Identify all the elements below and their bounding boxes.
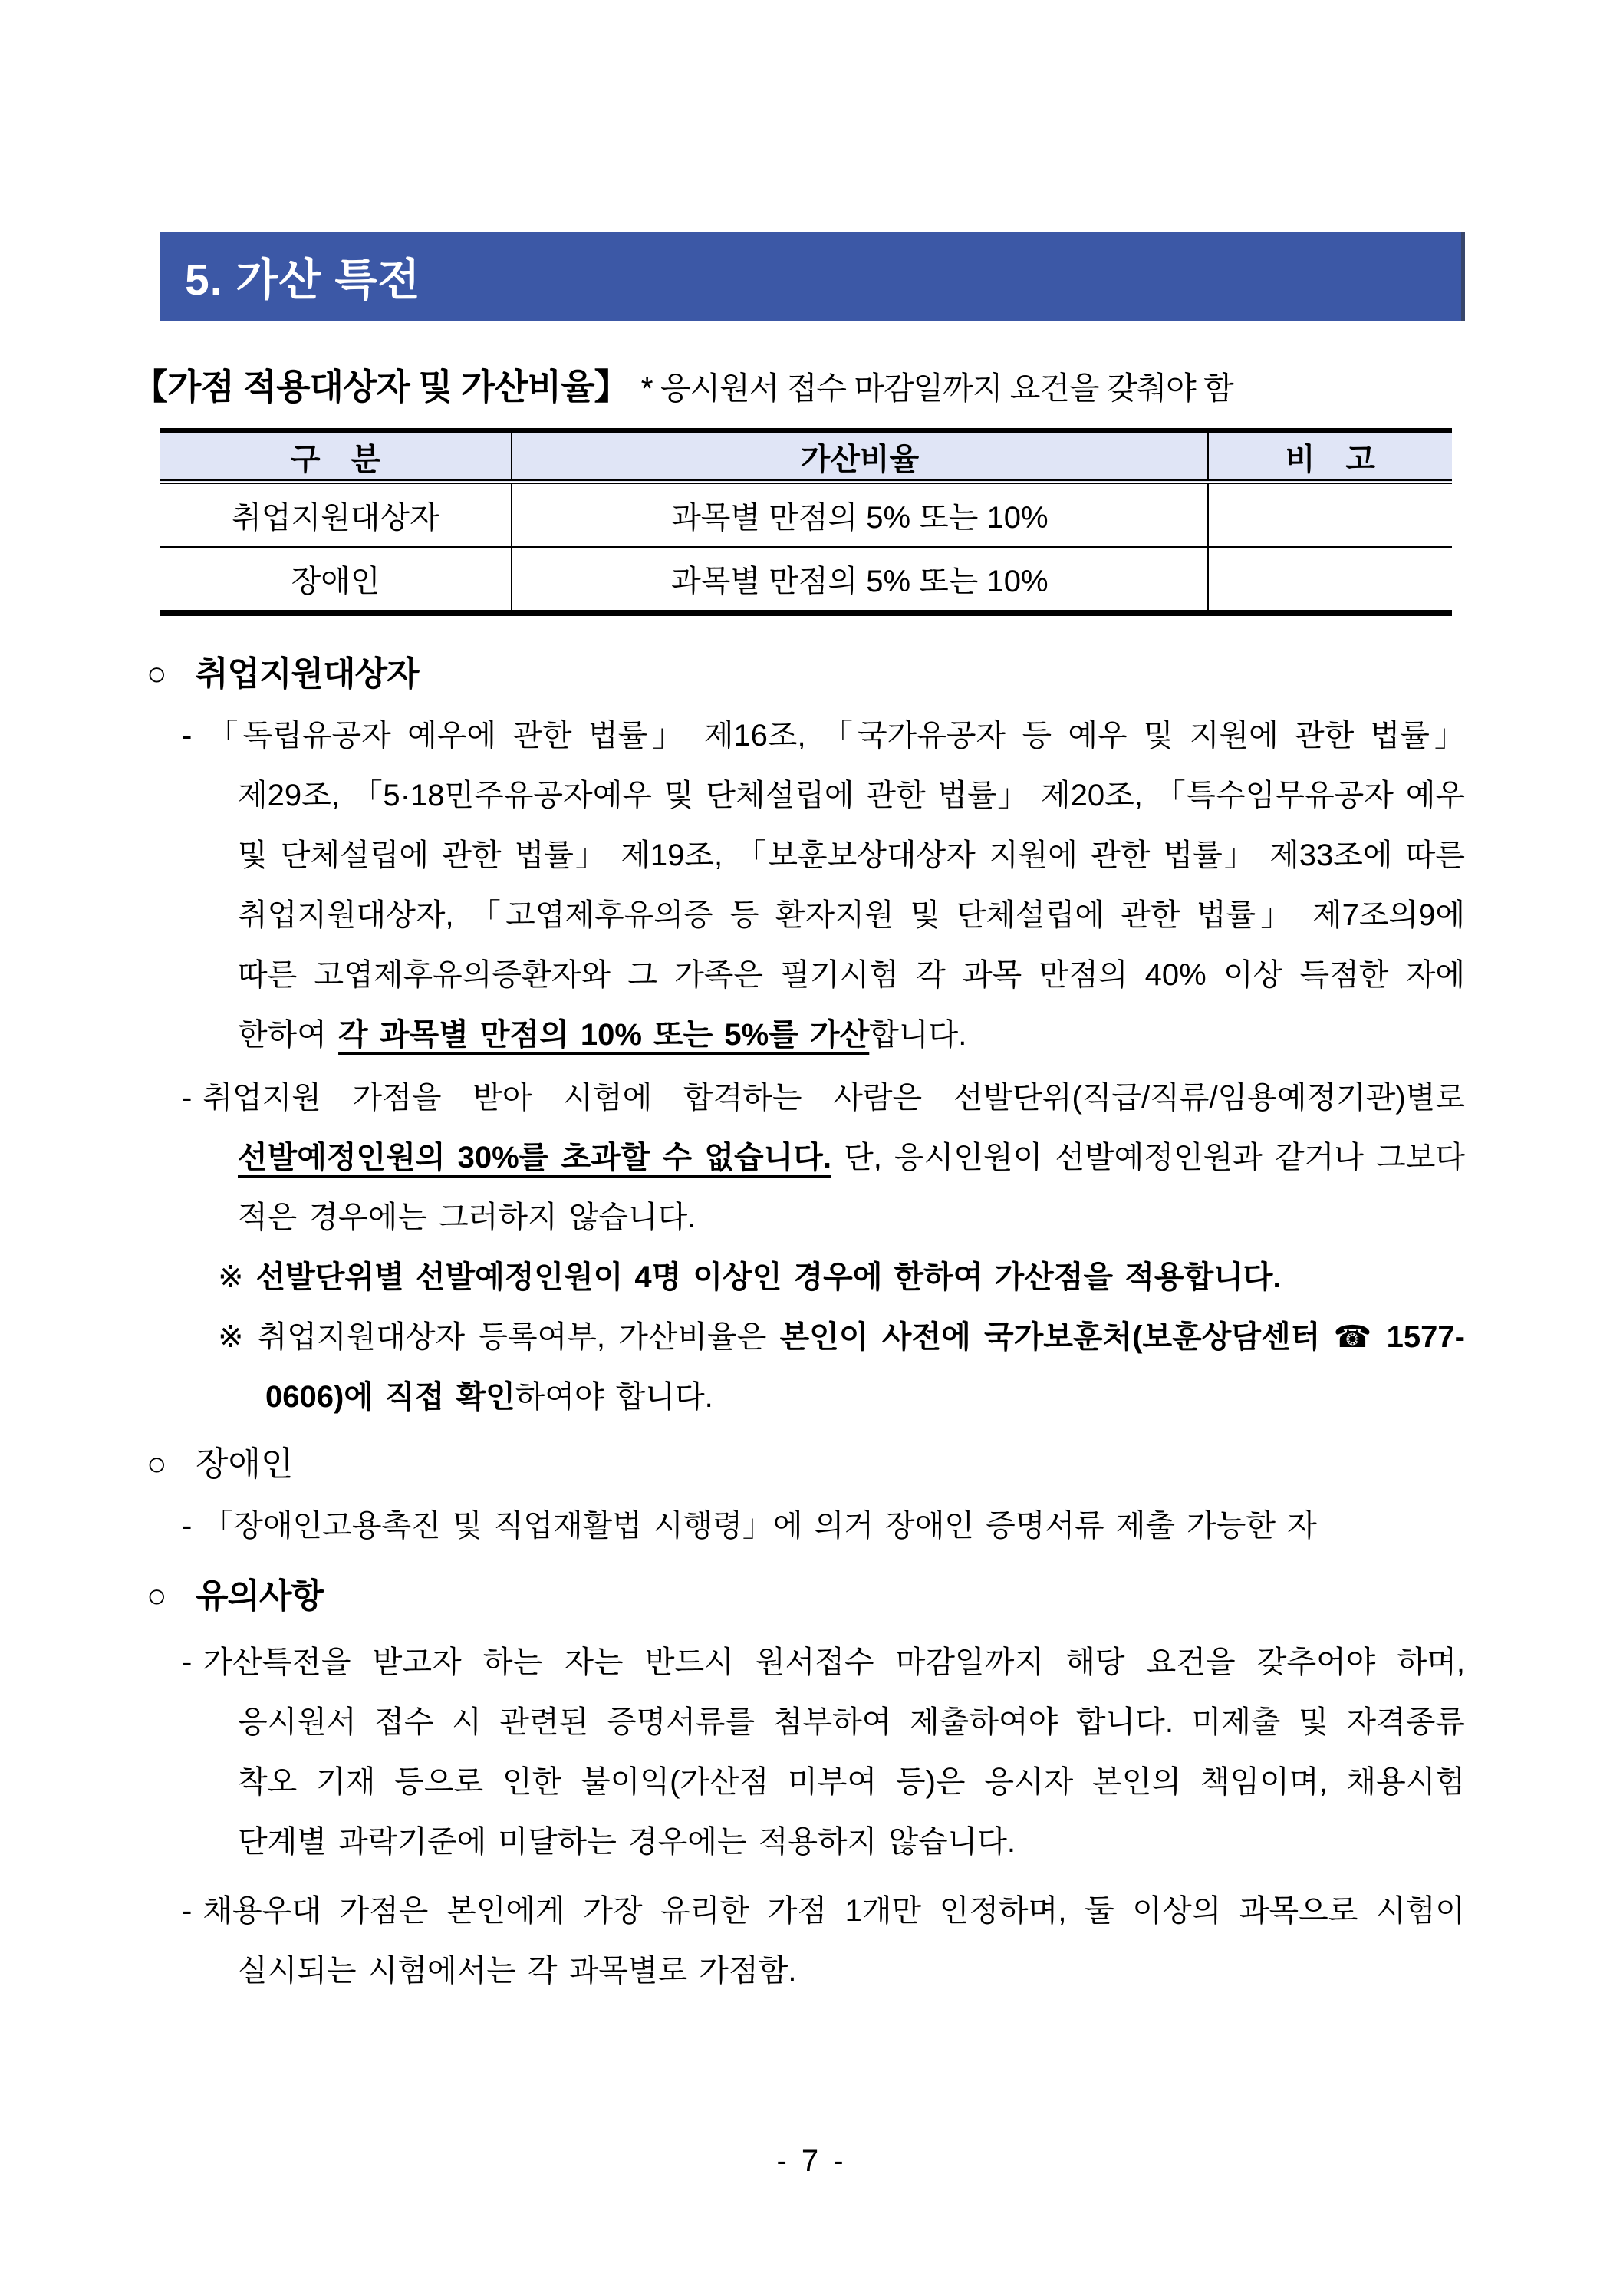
section-disabled	[146, 1433, 1465, 1496]
section-notice	[146, 1565, 1465, 1628]
text-segment: 취업지원대상자 등록여부, 가산비율은	[257, 1320, 780, 1354]
dash-bullet-icon: -	[182, 719, 193, 753]
circle-bullet-icon: ○	[146, 655, 167, 693]
subsection-heading	[133, 359, 1467, 410]
notice-paragraph-1	[146, 1632, 1465, 1872]
cell-ratio: 과목별 만점의 5% 또는 10%	[512, 482, 1208, 547]
cell-note	[1208, 482, 1452, 547]
text-segment: 가산특전을 받고자 하는 자는 반드시 원서접수 마감일까지 해당 요건을 갖추어야 하며, 응시원서 접수 시 관련된 증명서류를 첨부하여 제출하여야 합니다. 미제출 및 자격종류 착오 기재 등으로 인한 불이익(가산점 미부여 등)은 응시자 본인의 책임이며, 채용시험 단계별 과락기준에 미달하는 경우에는 적용하지 않습니다.	[202, 1645, 1465, 1859]
page-number: - 7 -	[776, 2144, 847, 2178]
document-body	[146, 643, 1465, 2001]
circle-bullet-icon: ○	[146, 1577, 167, 1615]
subsection-heading-title: 【가점 적용대상자 및 가산비율】	[133, 367, 629, 407]
col-header-category: 구 분	[160, 431, 512, 483]
text-segment: 단, 응시인원이 선발예정인원과 같거나 그보다 적은 경우에는 그러하지 않습니다.	[238, 1141, 1465, 1234]
section-title: 5. 가산 특전	[185, 255, 421, 305]
notice-paragraph-2	[146, 1881, 1465, 2001]
text-segment: 장애인	[196, 1445, 294, 1483]
reference-mark-icon: ※	[218, 1260, 244, 1294]
disabled-paragraph	[146, 1496, 1465, 1556]
cell-category: 취업지원대상자	[160, 482, 512, 547]
table-row	[160, 547, 1452, 613]
text-segment: 취업지원 가점을 받아 시험에 합격하는 사람은 선발단위(직급/직류/임용예정기관)별로	[202, 1081, 1465, 1115]
law-list-paragraph	[146, 706, 1465, 1065]
cell-category: 장애인	[291, 565, 380, 598]
text-segment: 유의사항	[196, 1577, 324, 1615]
note-verification	[146, 1307, 1465, 1427]
text-segment: 「독립유공자 예우에 관한 법률」 제16조, 「국가유공자 등 예우 및 지원에 관한 법률」 제29조, 「5·18민주유공자예우 및 단체설립에 관한 법률」 제20조, 「특수임무유공자 예우 및 단체설립에 관한 법률」 제19조, 「보훈보상대상자 지원에 관한 법률」 제33조에 따른 취업지원대상자, 「고엽제후유의증 등 환자지원 및 단체설립에 관한 법률」 제7조의9에 따른 고엽제후유의증환자와 그 가족은 필기시험 각 과목 만점의 40% 이상 득점한 자에 한하여	[202, 719, 1465, 1052]
dash-bullet-icon: -	[182, 1645, 193, 1679]
cell-ratio: 과목별 만점의 5% 또는 10%	[512, 547, 1208, 613]
section-employment-support	[146, 643, 1465, 706]
table-header-row	[160, 431, 1452, 483]
dash-bullet-icon: -	[182, 1081, 193, 1115]
text-segment: 합니다.	[869, 1018, 967, 1052]
col-header-note: 비 고	[1208, 431, 1452, 483]
circle-bullet-icon: ○	[146, 1445, 167, 1483]
text-segment: 선발예정인원의 30%를 초과할 수 없습니다.	[238, 1141, 831, 1174]
reference-mark-icon: ※	[218, 1320, 245, 1354]
text-segment: 「장애인고용촉진 및 직업재활법 시행령」에 의거 장애인 증명서류 제출 가능한 자	[202, 1509, 1317, 1543]
col-header-ratio: 가산비율	[512, 431, 1208, 483]
cell-note	[1208, 547, 1452, 613]
text-segment: 취업지원대상자	[196, 655, 419, 693]
bonus-ratio-table-wrap	[160, 428, 1452, 616]
text-segment: 각 과목별 만점의 10% 또는 5%를 가산	[338, 1018, 870, 1052]
note-minimum-positions	[146, 1247, 1465, 1307]
quota-paragraph	[146, 1068, 1465, 1247]
bonus-ratio-table	[160, 428, 1452, 616]
section-title-bar	[160, 232, 1465, 321]
subsection-heading-note: * 응시원서 접수 마감일까지 요건을 갖춰야 함	[640, 371, 1233, 406]
text-segment: 선발단위별 선발예정인원이 4명 이상인 경우에 한하여 가산점을 적용합니다.	[255, 1260, 1282, 1294]
text-segment: 채용우대 가점은 본인에게 가장 유리한 가점 1개만 인정하며, 둘 이상의 과목으로 시험이 실시되는 시험에서는 각 과목별로 가점함.	[202, 1894, 1465, 1988]
text-segment: 하여야 합니다.	[515, 1380, 713, 1414]
dash-bullet-icon: -	[182, 1509, 193, 1543]
table-row	[160, 482, 1452, 547]
text-segment: 본인이 사전에 국가보훈처(보훈상담센터 ☎ 1577-0606)에 직접 확인	[265, 1320, 1465, 1414]
dash-bullet-icon: -	[182, 1894, 193, 1928]
